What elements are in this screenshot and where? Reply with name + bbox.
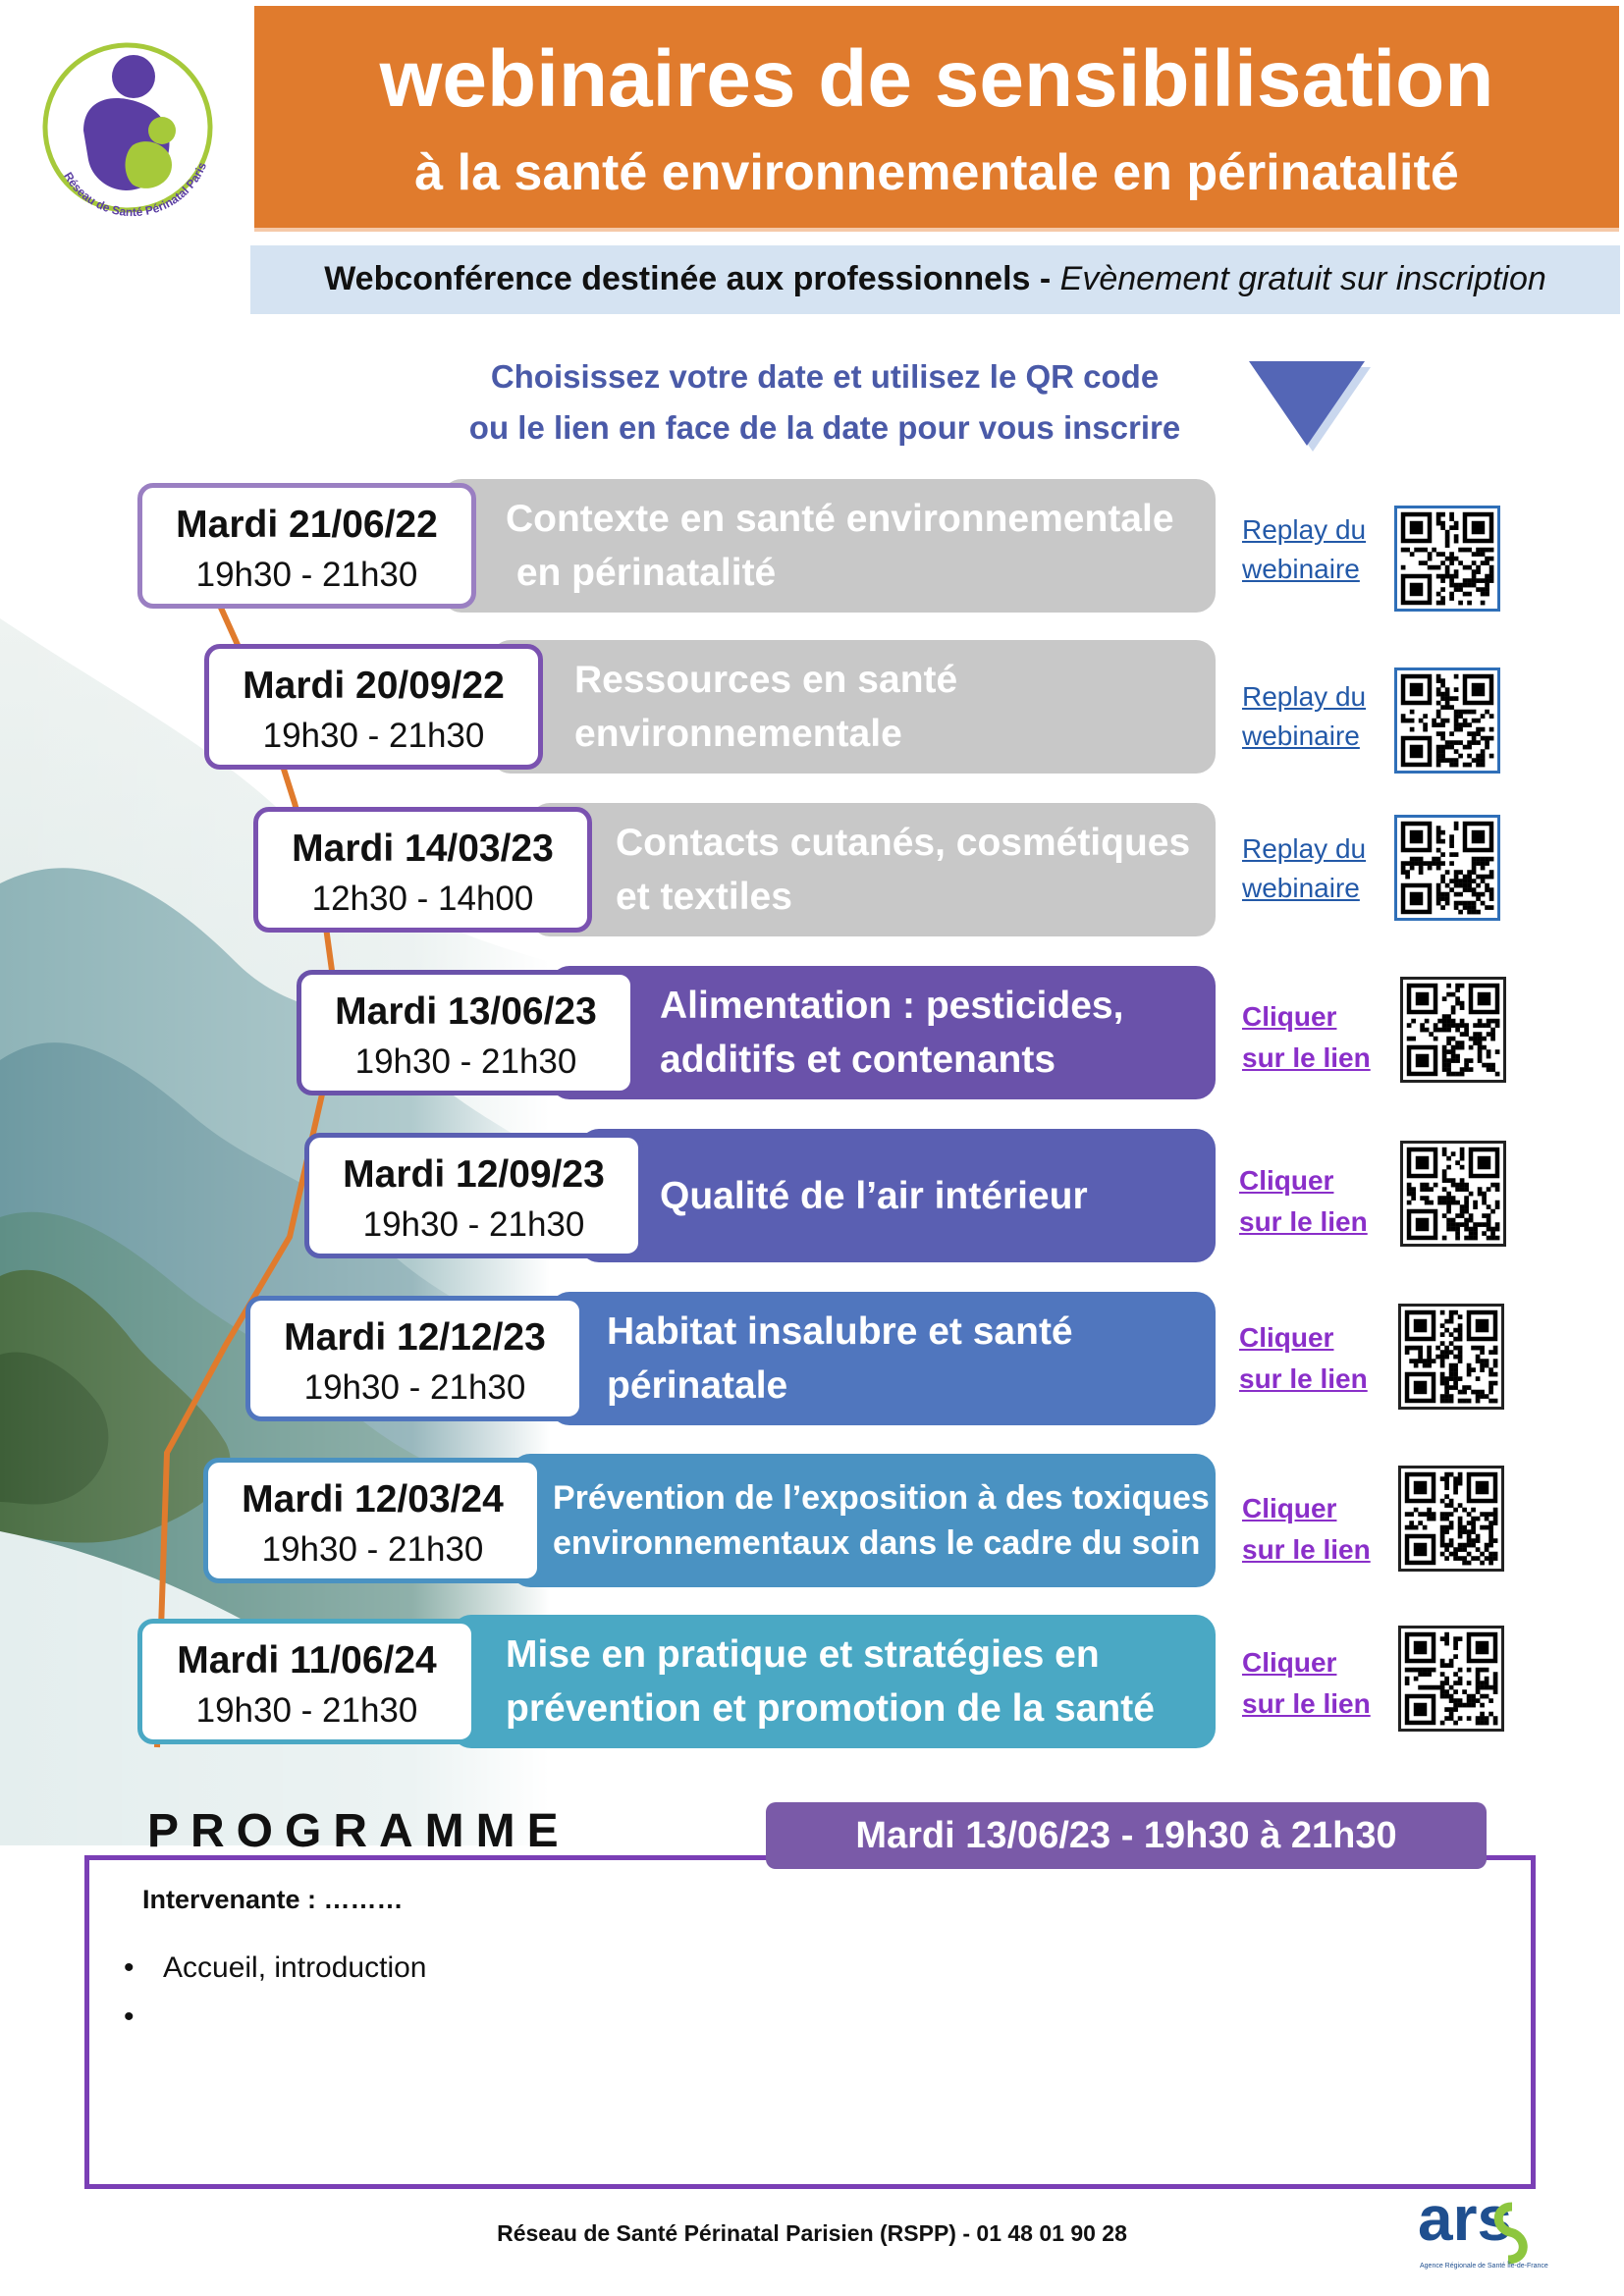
session-time: 19h30 - 21h30 — [362, 1205, 585, 1244]
programme-item — [120, 1993, 426, 2042]
session-time: 12h30 - 14h00 — [311, 880, 534, 918]
session-time: 19h30 - 21h30 — [195, 1691, 418, 1730]
session-title-line-1: Contacts cutanés, cosmétiques — [616, 822, 1191, 864]
session-time: 19h30 - 21h30 — [262, 717, 485, 755]
session-title-line-2: et textiles — [616, 876, 792, 918]
programme-date-badge: Mardi 13/06/23 - 19h30 à 21h30 — [766, 1802, 1487, 1869]
session-time: 19h30 - 21h30 — [195, 556, 418, 594]
replay-link[interactable] — [1242, 510, 1366, 589]
page-subtitle: à la santé environnementale en périnatalité — [414, 144, 1459, 201]
qr-code-icon[interactable] — [1400, 1141, 1506, 1247]
down-arrow-icon — [1249, 361, 1377, 469]
link-line-2[interactable]: sur le lien — [1242, 1688, 1371, 1719]
session-date: Mardi 11/06/24 — [177, 1639, 437, 1682]
session-title-line-1: Contexte en santé environnementale — [506, 498, 1174, 540]
rspp-logo — [39, 37, 216, 234]
info-bold-text: Webconférence destinée aux professionnels - — [324, 260, 1052, 297]
session-date-card — [137, 483, 476, 609]
qr-code-icon[interactable] — [1400, 977, 1506, 1083]
register-link[interactable] — [1239, 1160, 1368, 1243]
link-line-1[interactable]: Cliquer — [1239, 1165, 1334, 1196]
session-time: 19h30 - 21h30 — [354, 1042, 577, 1081]
link-line-2[interactable]: sur le lien — [1242, 1534, 1371, 1565]
ars-logo — [1414, 2185, 1551, 2283]
session-title-line-1: Mise en pratique et stratégies en — [506, 1633, 1100, 1676]
session-title — [660, 979, 1123, 1087]
session-title-line-1: Prévention de l’exposition à des toxiques — [553, 1479, 1210, 1517]
session-title — [660, 1169, 1088, 1223]
info-text — [250, 259, 1620, 298]
session-title-line-2: périnatale — [607, 1364, 788, 1407]
link-line-1[interactable]: Cliquer — [1242, 1493, 1337, 1523]
session-date-card — [203, 1458, 542, 1583]
session-date-card — [137, 1619, 476, 1744]
logo-text: Réseau de Santé Périnatal Paris — [61, 160, 210, 220]
session-date-card — [304, 1133, 643, 1258]
session-date-card — [204, 644, 543, 770]
link-line-2[interactable]: sur le lien — [1239, 1206, 1368, 1237]
session-title — [616, 816, 1190, 924]
session-title — [506, 1628, 1155, 1735]
instructions-line-1: Choisissez votre date et utilisez le QR code — [490, 358, 1160, 395]
session-title-line-1: Habitat insalubre et santé — [607, 1310, 1073, 1353]
session-title-line-1: Ressources en santé — [574, 659, 958, 701]
session-title-line-2: en périnatalité — [506, 552, 777, 594]
session-date-card — [253, 807, 592, 933]
session-title-line-1: Alimentation : pesticides, — [660, 985, 1124, 1027]
ars-caption: Agence Régionale de Santé Île-de-France — [1420, 2263, 1548, 2269]
register-link[interactable] — [1242, 1642, 1371, 1725]
register-link[interactable] — [1239, 1317, 1368, 1400]
session-title-line-2: environnementaux dans le cadre du soin — [553, 1524, 1201, 1562]
session-date: Mardi 13/06/23 — [335, 990, 597, 1033]
link-line-2[interactable]: webinaire — [1242, 721, 1360, 751]
link-line-2[interactable]: sur le lien — [1239, 1363, 1368, 1394]
session-date: Mardi 12/03/24 — [242, 1478, 504, 1521]
link-line-1[interactable]: Cliquer — [1242, 1647, 1337, 1678]
session-title — [607, 1305, 1073, 1413]
session-date: Mardi 12/12/23 — [284, 1316, 546, 1359]
session-date: Mardi 21/06/22 — [176, 504, 438, 546]
instructions-line-2: ou le lien en face de la date pour vous inscrire — [468, 409, 1181, 446]
register-link[interactable] — [1242, 996, 1371, 1079]
title-banner-divider — [254, 228, 1619, 232]
qr-code-icon[interactable] — [1398, 1466, 1504, 1572]
link-line-1[interactable]: Cliquer — [1239, 1322, 1334, 1353]
programme-item: • Accueil, introduction — [120, 1944, 426, 1993]
programme-items — [120, 1944, 426, 2042]
replay-link[interactable] — [1242, 829, 1366, 908]
link-line-1[interactable]: Replay du — [1242, 514, 1367, 545]
session-title-line-1: Qualité de l’air intérieur — [660, 1174, 1088, 1217]
page-title: webinaires de sensibilisation — [379, 34, 1494, 124]
session-title-line-2: additifs et contenants — [660, 1039, 1056, 1081]
link-line-1[interactable]: Replay du — [1242, 681, 1367, 712]
session-time: 19h30 - 21h30 — [261, 1530, 484, 1569]
session-time: 19h30 - 21h30 — [303, 1368, 526, 1407]
session-title — [553, 1475, 1210, 1566]
ars-logo-text: ars — [1418, 2185, 1513, 2254]
session-title-line-2: prévention et promotion de la santé — [506, 1687, 1155, 1730]
session-date: Mardi 20/09/22 — [243, 665, 505, 707]
info-italic-text: Evènement gratuit sur inscription — [1051, 260, 1546, 297]
programme-speaker: Intervenante : ……… — [142, 1885, 404, 1914]
session-date: Mardi 14/03/23 — [292, 828, 554, 870]
session-title — [506, 492, 1174, 600]
instructions — [373, 351, 1276, 454]
register-link[interactable] — [1242, 1488, 1371, 1571]
qr-code-icon[interactable] — [1394, 815, 1500, 921]
footer-contact: Réseau de Santé Périnatal Parisien (RSPP) - 01 48 01 90 28 — [497, 2220, 1127, 2246]
qr-code-icon[interactable] — [1398, 1626, 1504, 1732]
link-line-2[interactable]: webinaire — [1242, 554, 1360, 584]
link-line-1[interactable]: Cliquer — [1242, 1001, 1337, 1032]
link-line-2[interactable]: sur le lien — [1242, 1042, 1371, 1073]
session-date-card — [297, 970, 635, 1095]
qr-code-icon[interactable] — [1398, 1304, 1504, 1410]
session-date: Mardi 12/09/23 — [343, 1153, 605, 1196]
qr-code-icon[interactable] — [1394, 506, 1500, 612]
qr-code-icon[interactable] — [1394, 667, 1500, 774]
session-title-line-2: environnementale — [574, 713, 902, 755]
link-line-1[interactable]: Replay du — [1242, 833, 1367, 864]
session-title — [574, 653, 957, 761]
link-line-2[interactable]: webinaire — [1242, 873, 1360, 903]
session-date-card — [245, 1296, 584, 1421]
replay-link[interactable] — [1242, 677, 1366, 756]
programme-title: PROGRAMME — [147, 1805, 570, 1857]
